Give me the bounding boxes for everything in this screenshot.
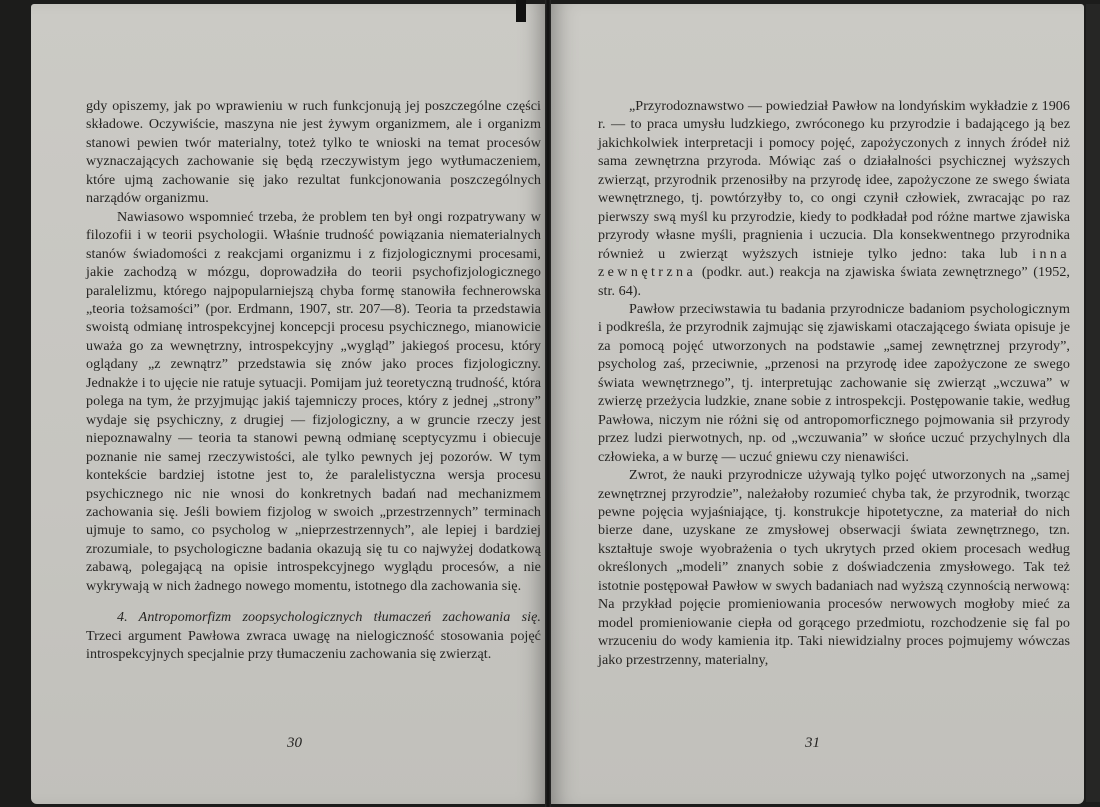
left-page	[31, 4, 545, 804]
paragraph: Nawiasowo wspomnieć trzeba, że problem ten był ongi rozpatrywany w filozofii i w teorii psychologii. Właśnie trudność powiązania niematerialnych stanów świadomości z reakcjami organizmu i z fizjologicznymi procesami, jakie zachodzą w mózgu, doprowadziła do teorii psychofizjologicznego paralelizmu, którego najpopularniejszą chyba formę stanowiła fechnerowska „teoria tożsamości” (por. Erdmann, 1907, str. 207—8). Teoria ta przedstawia swoistą odmianę introspekcyjnej koncepcji procesu psychicznego, mianowicie uważa go za wewnętrzny, introspekcyjny „wygląd” jakiegoś procesu, który oglądany „z zewnątrz” przedstawia się znów jako proces fizjologiczny. Jednakże i to ujęcie nie ratuje sytuacji. Pomijam już teoretyczną trudność, która polega na tym, że przyjmując jakiś tajemniczy proces, który z jednej „strony” wydaje się psychiczny, z drugiej — fizjologiczny, a w gruncie rzeczy jest niepoznawalny — teoria ta stanowi pewną odmianę sceptycyzmu i obiecuje poznanie nie samej rzeczywistości, ale tylko pewnych jej pozorów. W tym kontekście bardziej istotne jest to, że paralelistyczna wersja procesu psychicznego nic nie wnosi do konkretnych badań nad mechanizmem zachowania się. Jeśli bowiem fizjolog w swoich „przestrzennych” terminach ujmuje to samo, co psycholog w „nieprzestrzennych”, ale lepiej i bardziej zrozumiale, to psychologiczne badania okazują się tu co najwyżej dodatkową zabawą, polegającą na opisie introspekcyjnego wyglądu procesów, a nie wykrywają w nich żadnego nowego momentu, istotnego dla zachowania się.	[86, 208, 541, 594]
binding-notch	[516, 0, 526, 22]
page-number: 30	[287, 735, 302, 751]
quote-text-end: (podkr. aut.) reakcja na zjawiska świata zewnętrznego” (1952, str. 64).	[598, 264, 1070, 299]
scan-edge	[1086, 4, 1100, 802]
paragraph: Pawłow przeciwstawia tu badania przyrodnicze badaniom psychologicznym i podkreśla, że przyrodnik zajmując się zjawiskami otaczającego świata opisuje je za pomocą pojęć utworzonych na podstawie „samej zewnętrznej przyrody”, psycholog zaś, przeciwnie, „przenosi na przyrodę idee zapożyczone ze swego świata wewnętrznego”, tj. interpretując zachowanie się zwierząt „wczuwa” w zwierzę przeżycia ludzkie, znane sobie z introspekcji. Postępowanie takie, według Pawłowa, niczym nie różni się od antropomorficznego pojmowania sił przyrody przez ludzi pierwotnych, np. od „wczuwania” w słońce uczuć przychylnych dla człowieka, a w burzę — uczuć gniewu czy nienawiści.	[598, 300, 1070, 465]
section-heading: 4. Antropomorfizm zoopsychologicznych tłumaczeń zachowania się.	[117, 609, 541, 626]
right-page	[551, 4, 1084, 804]
quote-paragraph	[598, 97, 1070, 300]
paragraph: Zwrot, że nauki przyrodnicze używają tylko pojęć utworzonych na „samej zewnętrznej przyrodzie”, należałoby rozumieć chyba tak, że przyrodnik, tworząc pewne pojęcia wyjaśniające, tj. konstrukcje hipotetyczne, za materiał do nich bierze dane, uzyskane ze zmysłowej obserwacji świata zewnętrznego, tzn. kształtuje swoje wyobrażenia o tych ukrytych przed okiem procesach według określonych „modeli” znanych sobie z doświadczenia zmysłowego. Tak też istotnie postępował Pawłow w swych badaniach nad wyższą czynnością nerwową: Na przykład pojęcie promieniowania procesów nerwowych mogłoby mieć za model promieniowanie ciepła od gorącego przedmiotu, rozchodzenie się fal po wrzuceniu do wody kamienia itp. Taki niewidzialny proces pojmujemy wówczas jako przestrzenny, materialny,	[598, 467, 1070, 668]
right-page-body	[598, 97, 1070, 669]
page-number: 31	[805, 735, 820, 751]
left-page-body	[86, 97, 541, 664]
emphasized-text: inna zewnętrzna	[598, 245, 1070, 281]
quote-text: „Przyrodoznawstwo — powiedział Pawłow na londyńskim wykładzie z 1906 r. — to praca umysłu ludzkiego, zwróconego ku przyrodzie i badającego ją bez jakichkolwiek interpretacji i pomocy pojęć, zapożyczonych z innych źródeł niż sama zewnętrzna przyroda. Mówiąc zaś o działalności psychicznej wyższych zwierząt, przyrodnik przenosiłby na przyrodę idee, zapożyczone ze swego świata wewnętrznego, tj. powtórzyłby to, co ongi czynił człowiek, zwracając po raz pierwszy swą myśl ku przyrodzie, kiedy to podkładał pod różne martwe zjawiska przyrody własne myśli, pragnienia i uczucia. Dla konsekwentnego przyrodnika również u zwierząt wyższych istnieje tylko jedno: taka lub	[598, 98, 1070, 262]
paragraph: gdy opiszemy, jak po wprawieniu w ruch funkcjonują jej poszczególne części składowe. Oczywiście, maszyna nie jest żywym organizmem, ale i organizm stanowi pewien twór materialny, toteż tylko te wnioski na temat procesów wyznaczających zachowanie się będą rzeczywistym jego wytłumaczeniem, które ujmą zachowanie się jako rezultat funkcjonowania poszczególnych narządów organizmu.	[86, 98, 541, 207]
section-paragraph	[86, 608, 541, 663]
section-text: Trzeci argument Pawłowa zwraca uwagę na nielogiczność stosowania pojęć introspekcyjnych specjalnie przy tłumaczeniu zachowania się zwierząt.	[86, 627, 541, 663]
